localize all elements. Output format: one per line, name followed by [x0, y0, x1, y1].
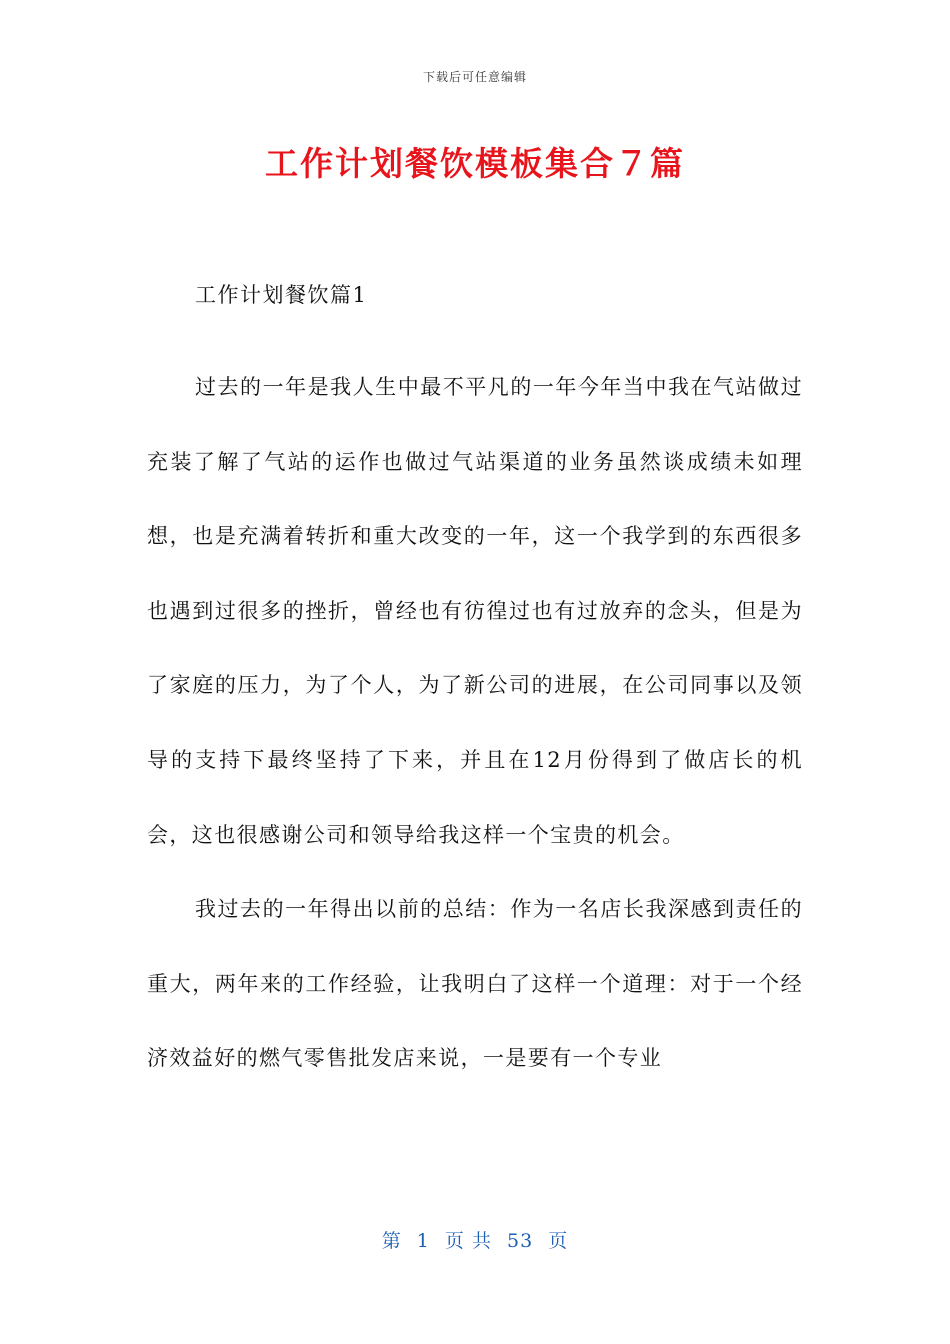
footer-total-pages: 53 — [507, 1230, 534, 1252]
document-body — [147, 276, 803, 1096]
section-heading: 工作计划餐饮篇1 — [195, 283, 368, 307]
body-paragraph-1: 过去的一年是我人生中最不平凡的一年今年当中我在气站做过充装了解了气站的运作也做过气站渠道的业务虽然谈成绩未如理想，也是充满着转折和重大改变的一年，这一个我学到的东西很多也遇到过很多的挫折，曾经也有彷徨过也有过放弃的念头，但是为了家庭的压力，为了个人，为了新公司的进展，在公司同事以及领导的支持下最终坚持了下来，并且在12月份得到了做店长的机会，这也很感谢公司和领导给我这样一个宝贵的机会。 — [147, 375, 803, 847]
document-title: 工作计划餐饮模板集合７篇 — [265, 144, 685, 183]
footer-current-page: 1 — [416, 1230, 430, 1252]
header-note: 下载后可任意编辑 — [422, 70, 527, 84]
body-paragraph-2: 我过去的一年得出以前的总结：作为一名店长我深感到责任的重大，两年来的工作经验，让我明白了这样一个道理：对于一个经济效益好的燃气零售批发店来说，一是要有一个专业 — [147, 897, 803, 1071]
footer-label-pages: 页 — [548, 1230, 569, 1252]
footer-label-of: 页 共 — [444, 1230, 492, 1252]
page-footer — [0, 1226, 950, 1253]
footer-label-page: 第 — [381, 1230, 402, 1252]
